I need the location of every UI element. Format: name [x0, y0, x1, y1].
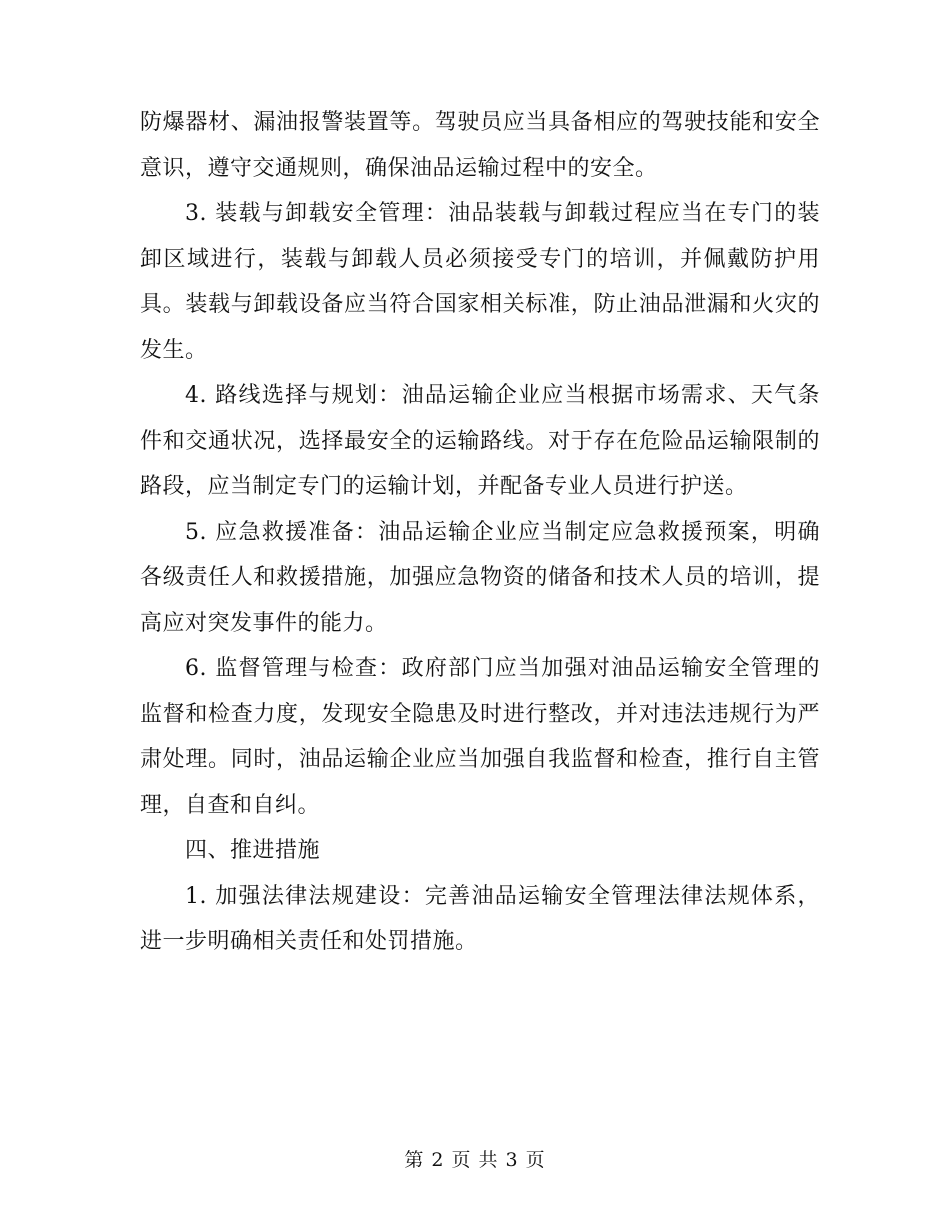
document-body [140, 100, 820, 965]
paragraph-item-6: 6. 监督管理与检查：政府部门应当加强对油品运输安全管理的监督和检查力度，发现安全隐患及时进行整改，并对违法违规行为严肃处理。同时，油品运输企业应当加强自我监督和检查，推行自主管理，自查和自纠。 [140, 656, 820, 818]
paragraph-continuation: 防爆器材、漏油报警装置等。驾驶员应当具备相应的驾驶技能和安全意识，遵守交通规则，确保油品运输过程中的安全。 [140, 110, 820, 181]
paragraph-item-3: 3. 装载与卸载安全管理：油品装载与卸载过程应当在专门的装卸区域进行，装载与卸载人员必须接受专门的培训，并佩戴防护用具。装载与卸载设备应当符合国家相关标准，防止油品泄漏和火灾的发生。 [140, 201, 820, 363]
page-number-footer: 第 2 页 共 3 页 [404, 1149, 546, 1171]
paragraph-item-4: 4. 路线选择与规划：油品运输企业应当根据市场需求、天气条件和交通状况，选择最安全的运输路线。对于存在危险品运输限制的路段，应当制定专门的运输计划，并配备专业人员进行护送。 [140, 383, 820, 499]
section-heading: 四、推进措施 [185, 838, 321, 863]
paragraph-item-5: 5. 应急救援准备：油品运输企业应当制定应急救援预案，明确各级责任人和救援措施，加强应急物资的储备和技术人员的培训，提高应对突发事件的能力。 [140, 519, 820, 636]
paragraph-measure-1: 1. 加强法律法规建设：完善油品运输安全管理法律法规体系，进一步明确相关责任和处罚措施。 [140, 883, 820, 954]
